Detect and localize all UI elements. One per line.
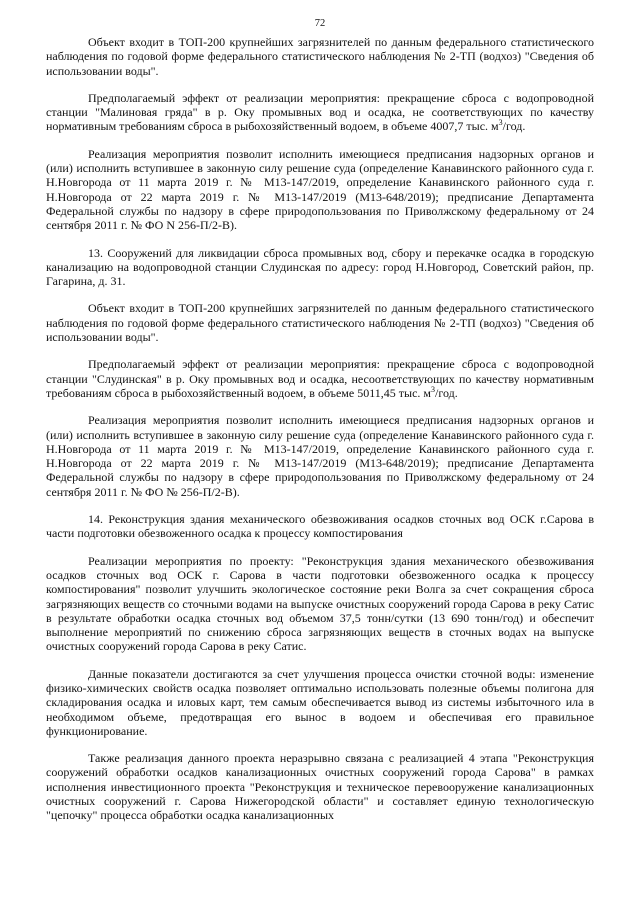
paragraph-effect-sludinskaya [46,357,594,400]
paragraph-stage-4: Также реализация данного проекта неразрывно связана с реализацией 4 этапа "Реконструкция сооружений обработки осадков канализационных очистных сооружений города Сарова" в рамках исполнения инвестиционного проекта "Реконструкция и техническое перевооружение канализационных очистных сооружений г. Сарова Нижегородской области" и составляет единую технологическую "цепочку" процесса обработки осадка канализационных [46,751,594,823]
paragraph-object-top200-2: Объект входит в ТОП-200 крупнейших загрязнителей по данным федерального статистического наблюдения по годовой форме федерального статистического наблюдения № 2-ТП (водхоз) "Сведения об использовании воды". [46,301,594,345]
paragraph-item-13: 13. Сооружений для ликвидации сброса промывных вод, сбору и перекачке осадка в городскую канализацию на водопроводной станции Слудинская по адресу: город Н.Новгород, Советский район, пр. Гагарина, д. 31. [46,245,594,289]
paragraph-court-orders-2: Реализация мероприятия позволит исполнить имеющиеся предписания надзорных органов и (или) исполнить вступившее в законную силу решение суда (определение Канавинского районного суда г. Н.Новгорода от 11 марта 2019 г. № М13-147/2019, определение Канавинского районного суда г. Н.Новгорода от 22 марта 2019 г. № М13-147/2019 (М13-648/2019); предписание Департамента Федеральной службы по надзору в сфере природопользования по Приволжскому федеральному от 24 сентября 2011 г. № ФО № 256-П/2-В). [46,413,594,499]
paragraph-item-14: 14. Реконструкция здания механического обезвоживания осадков сточных вод ОСК г.Сарова в части подготовки обезвоженного осадка к процессу компостирования [46,512,594,541]
page-number: 72 [314,18,326,29]
paragraph-sarov-project: Реализации мероприятия по проекту: "Реконструкция здания механического обезвоживания осадков сточных вод ОСК г. Сарова в части подготовки обезвоженного осадка к процессу компостирования" позволит улучшить экологическое состояние реки Волга за счет сокращения сброса загрязняющих веществ со сточными водами на выпуске очистных сооружений города Сарова в реку Сатис в результате обработки осадка сточных вод объемом 37,5 тонн/сутки (13 690 тонн/год) и обеспечит выполнение мероприятий по снижению сброса загрязняющих веществ в сточных водах на выпуске очистных сооружений города Сарова в реку Сатис. [46,553,594,654]
paragraph-object-top200-1: Объект входит в ТОП-200 крупнейших загрязнителей по данным федерального статистического наблюдения по годовой форме федерального статистического наблюдения № 2-ТП (водхоз) "Сведения об использовании воды". [46,35,594,78]
paragraph-effect-malinovaya-text: Предполагаемый эффект от реализации мероприятия: прекращение сброса с водопроводной станции "Малиновая гряда" в р. Оку промывных вод и осадка, не соответствующих по качеству нормативным требованиям сброса в рыбохозяйственный водоем, в объеме 4007,7 тыс. м [46,90,594,134]
paragraph-effect-malinovaya [46,91,594,134]
paragraph-indicators: Данные показатели достигаются за счет улучшения процесса очистки сточной воды: изменение физико-химических свойств осадка позволяет оптимально использовать полезные объемы полигона для складирования осадка и иловых карт, тем самым обеспечивается вывод из системы избыточного ила в необходимом объеме, предотвращая его вынос в водоем и обеспечивая его правильное функционирование. [46,666,594,738]
paragraph-effect-sludinskaya-text: Предполагаемый эффект от реализации мероприятия: прекращение сброса с водопроводной станции "Слудинская" в р. Оку промывных вод и осадка, несоответствующих по качеству нормативным требованиям сброса в рыбохозяйственный водоем, в объеме 5011,45 тыс. м [46,357,594,400]
cubic-exponent: 3 [498,118,503,128]
volume-unit-tail: /год. [434,385,458,400]
volume-unit-tail: /год. [502,119,526,134]
cubic-exponent: 3 [430,384,435,394]
paragraph-court-orders-1: Реализация мероприятия позволит исполнить имеющиеся предписания надзорных органов и (или) исполнить вступившее в законную силу решение суда (определение Канавинского районного суда г. Н.Новгорода от 11 марта 2019 г. № М13-147/2019, определение Канавинского районного суда г. Н.Новгорода от 22 марта 2019 г. № М13-147/2019 (М13-648/2019); предписание Департамента Федеральной службы по надзору в сфере природопользования по Приволжскому федеральному от 24 сентября 2011 г. № ФО N 256-П/2-В). [46,146,594,233]
